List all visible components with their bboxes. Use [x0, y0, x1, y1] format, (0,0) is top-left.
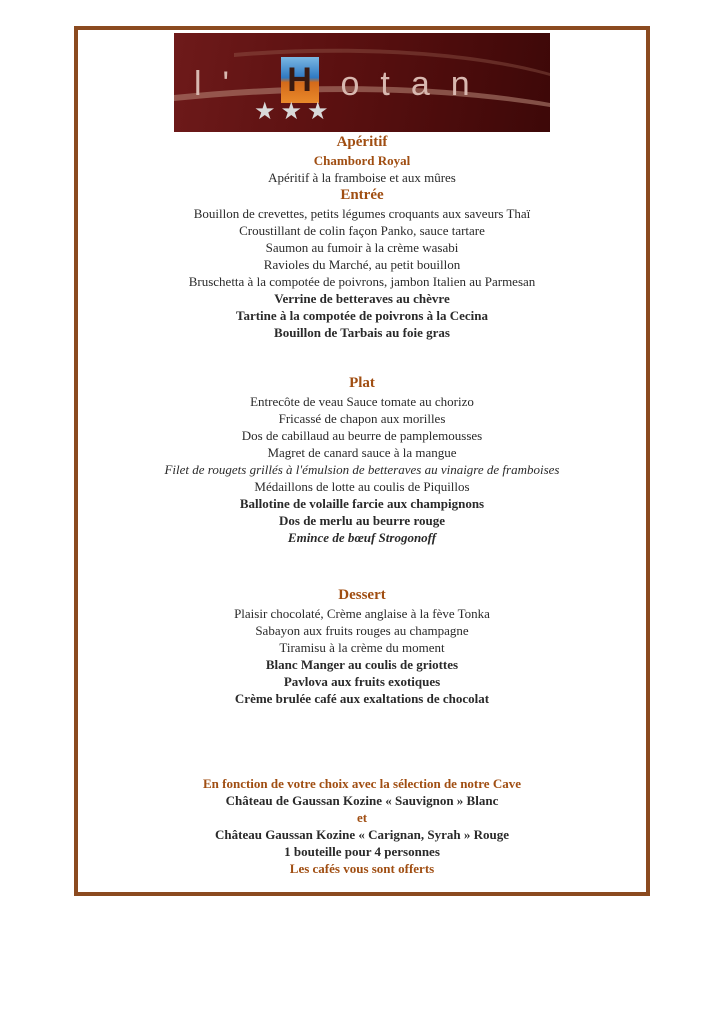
spacer — [78, 707, 646, 775]
menu-item: Plaisir chocolaté, Crème anglaise à la fève Tonka — [234, 606, 490, 621]
menu-item: Ballotine de volaille farcie aux champignons — [239, 496, 485, 511]
menu-item: Croustillant de colin façon Panko, sauce tartare — [239, 223, 485, 238]
menu-item: Entrecôte de veau Sauce tomate au chorizo — [250, 394, 474, 409]
menu-content — [78, 133, 646, 877]
wine-bottles: 1 bouteille pour 4 personnes — [284, 844, 440, 859]
dessert-title: Dessert — [338, 587, 386, 603]
aperitif-title: Apéritif — [336, 134, 388, 150]
menu-item: Bouillon de crevettes, petits légumes croquants aux saveurs Thaï — [193, 206, 531, 221]
menu-item: Verrine de betteraves au chèvre — [274, 291, 450, 306]
menu-item: Bouillon de Tarbais au foie gras — [274, 325, 450, 340]
menu-item: Emince de bœuf Strogonoff — [287, 530, 437, 545]
aperitif-description: Apéritif à la framboise et aux mûres — [268, 170, 456, 185]
menu-item: Tiramisu à la crème du moment — [279, 640, 445, 655]
menu-item: Ravioles du Marché, au petit bouillon — [263, 257, 461, 272]
menu-item: Fricassé de chapon aux morilles — [278, 411, 446, 426]
menu-item: Magret de canard sauce à la mangue — [267, 445, 457, 460]
menu-item: Dos de cabillaud au beurre de pamplemousses — [241, 428, 483, 443]
wine-white: Château de Gaussan Kozine « Sauvignon » Blanc — [225, 793, 499, 808]
menu-item: Bruschetta à la compotée de poivrons, jambon Italien au Parmesan — [188, 274, 536, 289]
plat-title: Plat — [349, 375, 375, 391]
menu-item: Saumon au fumoir à la crème wasabi — [265, 240, 459, 255]
logo-prefix: l' — [194, 64, 251, 103]
menu-item: Tartine à la compotée de poivrons à la Cecina — [235, 308, 489, 323]
spacer — [78, 341, 646, 374]
menu-item: Médaillons de lotte au coulis de Piquillos — [254, 479, 470, 494]
menu-item: Blanc Manger au coulis de griottes — [265, 657, 459, 672]
wine-heading: En fonction de votre choix avec la sélection de notre Cave — [203, 776, 521, 791]
logo-rest: otan — [340, 64, 491, 103]
entree-title: Entrée — [340, 187, 384, 203]
menu-item: Pavlova aux fruits exotiques — [283, 674, 441, 689]
menu-item: Dos de merlu au beurre rouge — [279, 513, 445, 528]
aperitif-name: Chambord Royal — [313, 153, 411, 168]
logo-initial: H — [281, 57, 319, 103]
star-rating: ★★★ — [254, 97, 334, 125]
wine-and: et — [356, 810, 368, 825]
hotel-logo — [174, 33, 550, 132]
menu-item: Sabayon aux fruits rouges au champagne — [255, 623, 469, 638]
menu-item: Filet de rougets grillés à l'émulsion de betteraves au vinaigre de framboises — [164, 462, 560, 477]
spacer — [78, 546, 646, 586]
logo-wordmark — [194, 63, 530, 109]
menu-item: Crème brulée café aux exaltations de chocolat — [234, 691, 490, 706]
wine-red: Château Gaussan Kozine « Carignan, Syrah » Rouge — [215, 827, 509, 842]
coffee-note: Les cafés vous sont offerts — [289, 861, 435, 876]
